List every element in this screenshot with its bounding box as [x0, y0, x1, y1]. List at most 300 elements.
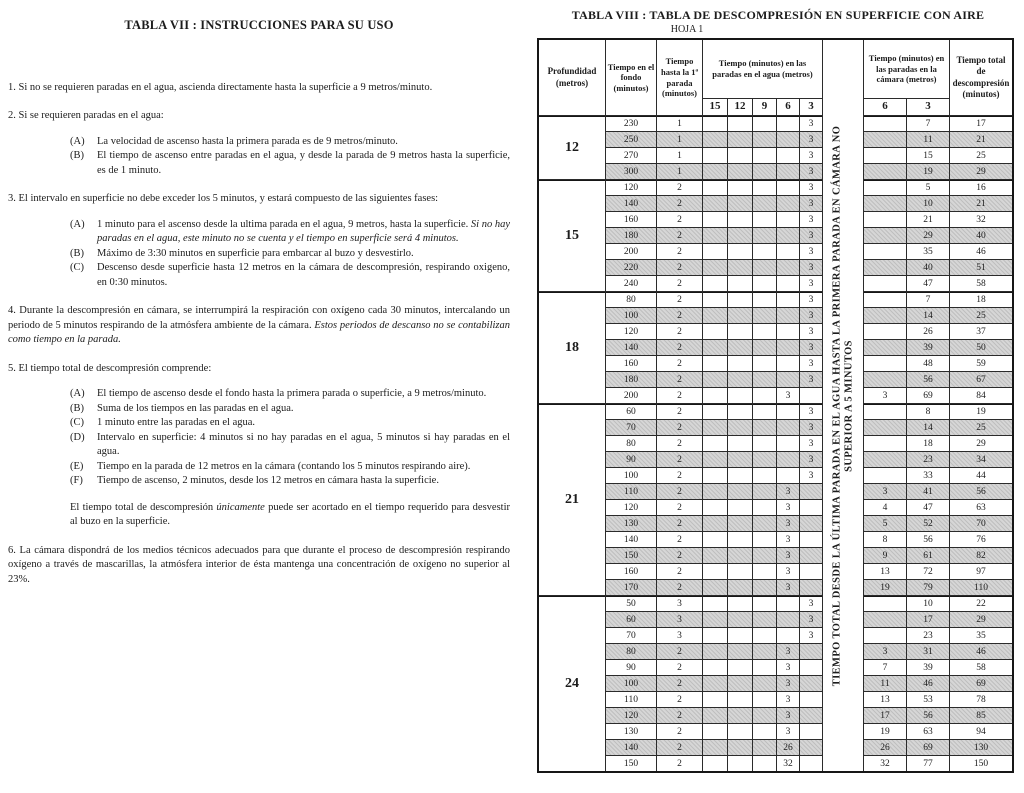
- water-stop-cell: [703, 484, 727, 499]
- water-stop-cell: [703, 180, 727, 195]
- water-stop-cell: [753, 388, 776, 403]
- first-stop-time-cell: 1: [657, 116, 702, 131]
- water-stop-cell: 3: [800, 612, 822, 627]
- water-stop-cell: 3: [800, 292, 822, 307]
- chamber-stop-cell: 7: [907, 116, 949, 131]
- chamber-stop-cell: [864, 340, 906, 355]
- bottom-time-cell: 120: [606, 708, 656, 723]
- bottom-time-cell: 270: [606, 148, 656, 163]
- water-stop-cell: [800, 516, 822, 531]
- sub-item-text: Tiempo de ascenso, 2 minutos, desde los 12 metros en cámara hasta la superficie.: [97, 475, 439, 486]
- header-paradas-camara: Tiempo (minutos) en las paradas en la cámara (metros): [864, 40, 949, 98]
- water-stop-cell: 3: [800, 196, 822, 211]
- water-stop-cell: [728, 724, 752, 739]
- water-stop-cell: [728, 196, 752, 211]
- first-stop-time-cell: 2: [657, 356, 702, 371]
- water-stop-cell: [728, 420, 752, 435]
- total-time-cell: 17: [950, 116, 1012, 131]
- first-stop-time-cell: 2: [657, 436, 702, 451]
- chamber-stop-cell: 41: [907, 484, 949, 499]
- water-stop-cell: [728, 116, 752, 131]
- water-stop-cell: [777, 148, 799, 163]
- bottom-time-cell: 130: [606, 516, 656, 531]
- bottom-time-cell: 160: [606, 564, 656, 579]
- chamber-stop-cell: 17: [907, 612, 949, 627]
- chamber-stop-cell: 47: [907, 500, 949, 515]
- bottom-time-cell: 140: [606, 532, 656, 547]
- chamber-stop-cell: 3: [864, 388, 906, 403]
- total-time-cell: 44: [950, 468, 1012, 483]
- water-stop-cell: [753, 276, 776, 291]
- chamber-stop-cell: 17: [864, 708, 906, 723]
- water-stop-cell: [777, 260, 799, 275]
- bottom-time-cell: 160: [606, 212, 656, 227]
- water-stop-cell: [753, 548, 776, 563]
- sub-item-label: (B): [70, 150, 84, 161]
- water-stop-cell: [777, 420, 799, 435]
- chamber-stop-cell: 32: [864, 756, 906, 771]
- water-stop-cell: [777, 244, 799, 259]
- total-time-cell: 37: [950, 324, 1012, 339]
- total-time-cell: 16: [950, 180, 1012, 195]
- water-stop-cell: [753, 244, 776, 259]
- water-stop-cell: [703, 260, 727, 275]
- total-time-cell: 76: [950, 532, 1012, 547]
- water-stop-cell: 3: [800, 340, 822, 355]
- depth-cell: 15: [539, 180, 605, 291]
- water-stop-cell: [800, 388, 822, 403]
- water-stop-cell: [728, 452, 752, 467]
- header-paradas-agua: Tiempo (minutos) en las paradas en el agua (metros): [703, 40, 822, 98]
- sub-item: [70, 460, 510, 475]
- first-stop-time-cell: 3: [657, 596, 702, 611]
- first-stop-time-cell: 1: [657, 132, 702, 147]
- water-stop-cell: [728, 276, 752, 291]
- water-stop-cell: 3: [800, 420, 822, 435]
- water-stop-cell: [753, 756, 776, 771]
- chamber-stop-cell: 19: [907, 164, 949, 179]
- total-time-cell: 35: [950, 628, 1012, 643]
- water-stop-cell: [703, 516, 727, 531]
- bottom-time-cell: 100: [606, 676, 656, 691]
- first-stop-time-cell: 2: [657, 692, 702, 707]
- total-time-cell: 59: [950, 356, 1012, 371]
- water-stop-cell: [728, 244, 752, 259]
- water-stop-cell: [753, 340, 776, 355]
- header-agua-9m: 9: [753, 99, 776, 115]
- total-time-cell: 19: [950, 404, 1012, 419]
- chamber-stop-cell: [864, 132, 906, 147]
- header-profundidad: Profundidad (metros): [539, 40, 605, 115]
- sub-item: [70, 387, 510, 402]
- water-stop-cell: [777, 292, 799, 307]
- water-stop-cell: [728, 708, 752, 723]
- bottom-time-cell: 150: [606, 756, 656, 771]
- depth-cell: 21: [539, 404, 605, 595]
- instruction-sublist: [8, 218, 510, 291]
- chamber-stop-cell: 7: [864, 660, 906, 675]
- total-time-cell: 40: [950, 228, 1012, 243]
- chamber-stop-cell: 40: [907, 260, 949, 275]
- water-stop-cell: 3: [800, 452, 822, 467]
- water-stop-cell: [800, 564, 822, 579]
- chamber-stop-cell: [864, 260, 906, 275]
- bottom-time-cell: 150: [606, 548, 656, 563]
- chamber-stop-cell: [864, 244, 906, 259]
- water-stop-cell: [777, 468, 799, 483]
- chamber-stop-cell: [864, 196, 906, 211]
- sub-item-text: El tiempo de ascenso entre paradas en el agua, y desde la parada de 9 metros hasta la superficie, es de 1 minuto.: [97, 150, 510, 176]
- sub-item-text: La velocidad de ascenso hasta la primera parada es de 9 metros/minuto.: [97, 135, 398, 147]
- first-stop-time-cell: 2: [657, 180, 702, 195]
- first-stop-time-cell: 2: [657, 260, 702, 275]
- water-stop-cell: [703, 612, 727, 627]
- water-stop-cell: [777, 436, 799, 451]
- water-stop-cell: [703, 132, 727, 147]
- total-time-cell: 25: [950, 308, 1012, 323]
- depth-cell: 12: [539, 116, 605, 179]
- sub-item-text: Máximo de 3:30 minutos en superficie para embarcar al buzo y desvestirlo.: [97, 247, 414, 259]
- water-stop-cell: [728, 596, 752, 611]
- water-stop-cell: [777, 596, 799, 611]
- bottom-time-cell: 60: [606, 404, 656, 419]
- water-stop-cell: [800, 484, 822, 499]
- chamber-stop-cell: 8: [864, 532, 906, 547]
- water-stop-cell: [728, 532, 752, 547]
- sub-item-label: (E): [70, 460, 84, 472]
- water-stop-cell: [753, 708, 776, 723]
- water-stop-cell: 3: [800, 276, 822, 291]
- chamber-stop-cell: 52: [907, 516, 949, 531]
- chamber-stop-cell: 23: [907, 628, 949, 643]
- water-stop-cell: [703, 148, 727, 163]
- water-stop-cell: 3: [800, 180, 822, 195]
- water-stop-cell: [753, 132, 776, 147]
- water-stop-cell: [800, 708, 822, 723]
- water-stop-cell: [703, 388, 727, 403]
- water-stop-cell: [753, 420, 776, 435]
- total-time-cell: 130: [950, 740, 1012, 755]
- water-stop-cell: 3: [800, 212, 822, 227]
- water-stop-cell: 3: [800, 596, 822, 611]
- water-stop-cell: [703, 340, 727, 355]
- total-time-cell: 32: [950, 212, 1012, 227]
- water-stop-cell: [703, 244, 727, 259]
- water-stop-cell: [728, 148, 752, 163]
- header-agua-6m: 6: [777, 99, 799, 115]
- bottom-time-cell: 300: [606, 164, 656, 179]
- water-stop-cell: [728, 260, 752, 275]
- water-stop-cell: [703, 564, 727, 579]
- first-stop-time-cell: 2: [657, 548, 702, 563]
- water-stop-cell: [728, 676, 752, 691]
- sub-item: [70, 135, 510, 150]
- chamber-stop-cell: 11: [864, 676, 906, 691]
- water-stop-cell: [777, 276, 799, 291]
- first-stop-time-cell: 2: [657, 308, 702, 323]
- bottom-time-cell: 250: [606, 132, 656, 147]
- water-stop-cell: [753, 164, 776, 179]
- bottom-time-cell: 110: [606, 692, 656, 707]
- total-time-cell: 69: [950, 676, 1012, 691]
- water-stop-cell: [703, 116, 727, 131]
- water-stop-cell: [728, 564, 752, 579]
- water-stop-cell: [800, 756, 822, 771]
- bottom-time-cell: 80: [606, 292, 656, 307]
- water-stop-cell: [777, 164, 799, 179]
- sub-item: [70, 218, 510, 247]
- chamber-stop-cell: [864, 596, 906, 611]
- chamber-stop-cell: 19: [864, 580, 906, 595]
- water-stop-cell: [777, 228, 799, 243]
- water-stop-cell: [728, 164, 752, 179]
- total-time-cell: 25: [950, 420, 1012, 435]
- chamber-stop-cell: [864, 452, 906, 467]
- water-stop-cell: 3: [800, 164, 822, 179]
- water-stop-cell: [753, 324, 776, 339]
- water-stop-cell: [753, 116, 776, 131]
- chamber-stop-cell: 72: [907, 564, 949, 579]
- water-stop-cell: 3: [800, 468, 822, 483]
- water-stop-cell: 3: [777, 692, 799, 707]
- water-stop-cell: [753, 148, 776, 163]
- water-stop-cell: [753, 484, 776, 499]
- chamber-stop-cell: [864, 404, 906, 419]
- item-text: Si no se requieren paradas en el agua, ascienda directamente hasta la superficie a 9 metros/minuto.: [18, 81, 433, 93]
- sub-item: [70, 247, 510, 262]
- total-time-cell: 46: [950, 644, 1012, 659]
- depth-cell: 18: [539, 292, 605, 403]
- bottom-time-cell: 70: [606, 628, 656, 643]
- header-agua-3m: 3: [800, 99, 822, 115]
- bottom-time-cell: 100: [606, 308, 656, 323]
- water-stop-cell: [753, 292, 776, 307]
- sub-item: [70, 431, 510, 460]
- water-stop-cell: [728, 292, 752, 307]
- chamber-stop-cell: [864, 468, 906, 483]
- water-stop-cell: [728, 660, 752, 675]
- chamber-stop-cell: 69: [907, 388, 949, 403]
- water-stop-cell: [703, 308, 727, 323]
- chamber-stop-cell: 48: [907, 356, 949, 371]
- item-text: El intervalo en superficie no debe exceder los 5 minutos, y estará compuesto de las siguientes fases:: [18, 193, 439, 204]
- water-stop-cell: [777, 356, 799, 371]
- water-stop-cell: [753, 356, 776, 371]
- water-stop-cell: [777, 116, 799, 131]
- water-stop-cell: [728, 180, 752, 195]
- total-time-cell: 67: [950, 372, 1012, 387]
- total-time-cell: 85: [950, 708, 1012, 723]
- instruction-sublist: [8, 387, 510, 489]
- first-stop-time-cell: 2: [657, 228, 702, 243]
- water-stop-cell: [728, 612, 752, 627]
- chamber-stop-cell: 46: [907, 676, 949, 691]
- water-stop-cell: 3: [777, 708, 799, 723]
- water-stop-cell: [703, 660, 727, 675]
- water-stop-cell: [703, 212, 727, 227]
- first-stop-time-cell: 2: [657, 756, 702, 771]
- water-stop-cell: [703, 436, 727, 451]
- water-stop-cell: [753, 228, 776, 243]
- water-stop-cell: [703, 676, 727, 691]
- header-tiempo-total: Tiempo total de descompresión (minutos): [950, 40, 1012, 115]
- total-time-cell: 21: [950, 196, 1012, 211]
- chamber-stop-cell: 77: [907, 756, 949, 771]
- water-stop-cell: [703, 468, 727, 483]
- chamber-stop-cell: [864, 180, 906, 195]
- water-stop-cell: [753, 516, 776, 531]
- water-stop-cell: [703, 724, 727, 739]
- water-stop-cell: [703, 628, 727, 643]
- first-stop-time-cell: 2: [657, 708, 702, 723]
- water-stop-cell: [777, 324, 799, 339]
- total-time-cell: 29: [950, 436, 1012, 451]
- water-stop-cell: [703, 644, 727, 659]
- water-stop-cell: [800, 644, 822, 659]
- chamber-stop-cell: 9: [864, 548, 906, 563]
- chamber-stop-cell: 23: [907, 452, 949, 467]
- instruction-note: [70, 501, 510, 530]
- bottom-time-cell: 230: [606, 116, 656, 131]
- note-text: puede ser acortado en el tiempo requerido para desvestir al buzo en la superficie.: [70, 501, 511, 527]
- water-stop-cell: [777, 612, 799, 627]
- water-stop-cell: [777, 628, 799, 643]
- water-stop-cell: 3: [800, 260, 822, 275]
- water-stop-cell: [753, 740, 776, 755]
- chamber-stop-cell: 14: [907, 420, 949, 435]
- water-stop-cell: [728, 628, 752, 643]
- water-stop-cell: [703, 596, 727, 611]
- water-stop-cell: [703, 404, 727, 419]
- water-stop-cell: [703, 452, 727, 467]
- water-stop-cell: [777, 180, 799, 195]
- sub-item: [70, 402, 510, 417]
- first-stop-time-cell: 2: [657, 340, 702, 355]
- chamber-stop-cell: 10: [907, 196, 949, 211]
- first-stop-time-cell: 2: [657, 452, 702, 467]
- chamber-stop-cell: 47: [907, 276, 949, 291]
- item-number: 3.: [8, 193, 16, 204]
- water-stop-cell: [728, 484, 752, 499]
- first-stop-time-cell: 2: [657, 532, 702, 547]
- chamber-stop-cell: [864, 148, 906, 163]
- total-time-cell: 94: [950, 724, 1012, 739]
- chamber-stop-cell: 7: [907, 292, 949, 307]
- right-page-title: TABLA VIII : TABLA DE DESCOMPRESIÓN EN SUPERFICIE CON AIRE: [571, 8, 985, 22]
- water-stop-cell: [728, 388, 752, 403]
- chamber-stop-cell: 56: [907, 372, 949, 387]
- water-stop-cell: [753, 196, 776, 211]
- bottom-time-cell: 140: [606, 196, 656, 211]
- total-time-cell: 63: [950, 500, 1012, 515]
- first-stop-time-cell: 2: [657, 292, 702, 307]
- water-stop-cell: 3: [777, 388, 799, 403]
- water-stop-cell: 3: [777, 484, 799, 499]
- item-number: 1.: [8, 81, 16, 93]
- water-stop-cell: [703, 708, 727, 723]
- bottom-time-cell: 70: [606, 420, 656, 435]
- chamber-stop-cell: 3: [864, 644, 906, 659]
- water-stop-cell: [753, 452, 776, 467]
- total-time-cell: 110: [950, 580, 1012, 595]
- water-stop-cell: 3: [800, 372, 822, 387]
- bottom-time-cell: 140: [606, 340, 656, 355]
- water-stop-cell: [703, 356, 727, 371]
- water-stop-cell: [728, 500, 752, 515]
- first-stop-time-cell: 3: [657, 628, 702, 643]
- water-stop-cell: [753, 612, 776, 627]
- total-time-cell: 97: [950, 564, 1012, 579]
- chamber-stop-cell: [864, 420, 906, 435]
- first-stop-time-cell: 2: [657, 660, 702, 675]
- water-stop-cell: 3: [777, 532, 799, 547]
- item-text-italic: Estos periodos de descanso no se contabilizan como tiempo en la parada.: [8, 319, 510, 345]
- first-stop-time-cell: 2: [657, 420, 702, 435]
- water-stop-cell: [703, 276, 727, 291]
- first-stop-time-cell: 2: [657, 324, 702, 339]
- chamber-stop-cell: [864, 612, 906, 627]
- water-stop-cell: 3: [800, 244, 822, 259]
- bottom-time-cell: 240: [606, 276, 656, 291]
- water-stop-cell: [753, 500, 776, 515]
- water-stop-cell: [777, 372, 799, 387]
- first-stop-time-cell: 2: [657, 484, 702, 499]
- instructions-panel: [8, 10, 510, 587]
- water-stop-cell: 3: [800, 404, 822, 419]
- water-stop-cell: [703, 500, 727, 515]
- header-primera-parada: Tiempo hasta la 1ª parada (minutos): [657, 40, 702, 115]
- total-time-cell: 29: [950, 164, 1012, 179]
- header-camara-3m: 3: [907, 99, 949, 115]
- water-stop-cell: [753, 660, 776, 675]
- total-time-cell: 78: [950, 692, 1012, 707]
- water-stop-cell: [728, 468, 752, 483]
- instruction-item-3: [8, 192, 510, 207]
- water-stop-cell: [728, 308, 752, 323]
- chamber-stop-cell: 63: [907, 724, 949, 739]
- water-stop-cell: [777, 196, 799, 211]
- total-time-cell: 50: [950, 340, 1012, 355]
- vertical-note-band: [823, 40, 863, 771]
- water-stop-cell: 3: [777, 724, 799, 739]
- instruction-item-1: [8, 81, 510, 96]
- water-stop-cell: [777, 340, 799, 355]
- item-number: 6.: [8, 544, 16, 556]
- chamber-stop-cell: [864, 324, 906, 339]
- header-tiempo-fondo: Tiempo en el fondo (minutos): [606, 40, 656, 115]
- first-stop-time-cell: 2: [657, 740, 702, 755]
- water-stop-cell: 3: [777, 660, 799, 675]
- water-stop-cell: [728, 436, 752, 451]
- sub-item-label: (B): [70, 247, 84, 259]
- bottom-time-cell: 60: [606, 612, 656, 627]
- instruction-item-4: [8, 304, 510, 348]
- water-stop-cell: [703, 740, 727, 755]
- sub-item-label: (B): [70, 402, 84, 414]
- total-time-cell: 25: [950, 148, 1012, 163]
- water-stop-cell: [753, 308, 776, 323]
- water-stop-cell: [800, 548, 822, 563]
- item-text: El tiempo total de descompresión comprende:: [18, 362, 212, 374]
- first-stop-time-cell: 2: [657, 500, 702, 515]
- chamber-stop-cell: [864, 308, 906, 323]
- water-stop-cell: [800, 724, 822, 739]
- water-stop-cell: [800, 676, 822, 691]
- sub-item-text: 1 minuto para el ascenso desde la ultima parada en el agua, 9 metros, hasta la superficie. Si no hay paradas en el agua, este minuto no se cuenta y el tiempo en superficie será 4 minutos.: [97, 218, 510, 244]
- bottom-time-cell: 170: [606, 580, 656, 595]
- first-stop-time-cell: 2: [657, 468, 702, 483]
- chamber-stop-cell: 33: [907, 468, 949, 483]
